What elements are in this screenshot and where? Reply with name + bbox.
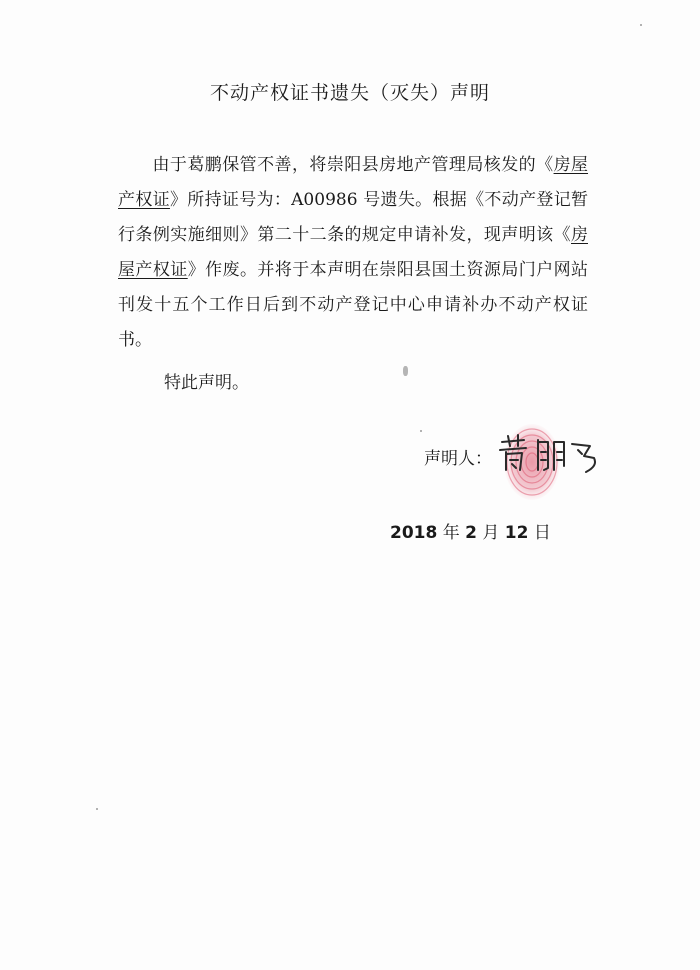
date-day: 12 [504,523,529,543]
handwritten-signature [494,430,604,480]
date-day-unit: 日 [533,523,551,543]
date-month-unit: 月 [482,523,500,543]
declarant-label: 声明人： [424,449,492,469]
scan-speck [403,366,408,376]
statement-paragraph [118,148,588,358]
declaration-date [390,518,551,543]
scan-speck [96,808,98,810]
scan-speck [420,430,422,432]
document-title: 不动产权证书遗失（灭失）声明 [209,82,490,104]
paragraph-part-3: 》作废。并将于本声明在崇阳县国土资源局门户网站刊发十五个工作日后到不动产登记中心申请补办不动产权证书。 [118,260,589,350]
paragraph-part-2: 》所持证号为：A00986 号遗失。根据《不动产登记暂行条例实施细则》第二十二条的规定申请补发，现声明该《 [118,190,589,245]
scan-speck [640,24,642,26]
paragraph-part-1: 由于葛鹏保管不善，将崇阳县房地产管理局核发的《 [152,155,554,175]
certificate-name-1: 房屋产权证 [118,155,589,210]
date-month: 2 [465,523,477,543]
date-year-unit: 年 [442,523,460,543]
declarant-block [424,438,604,498]
certificate-name-2: 房屋产权证 [118,225,588,280]
date-year: 2018 [390,523,438,543]
closing-statement: 特此声明。 [164,373,249,393]
